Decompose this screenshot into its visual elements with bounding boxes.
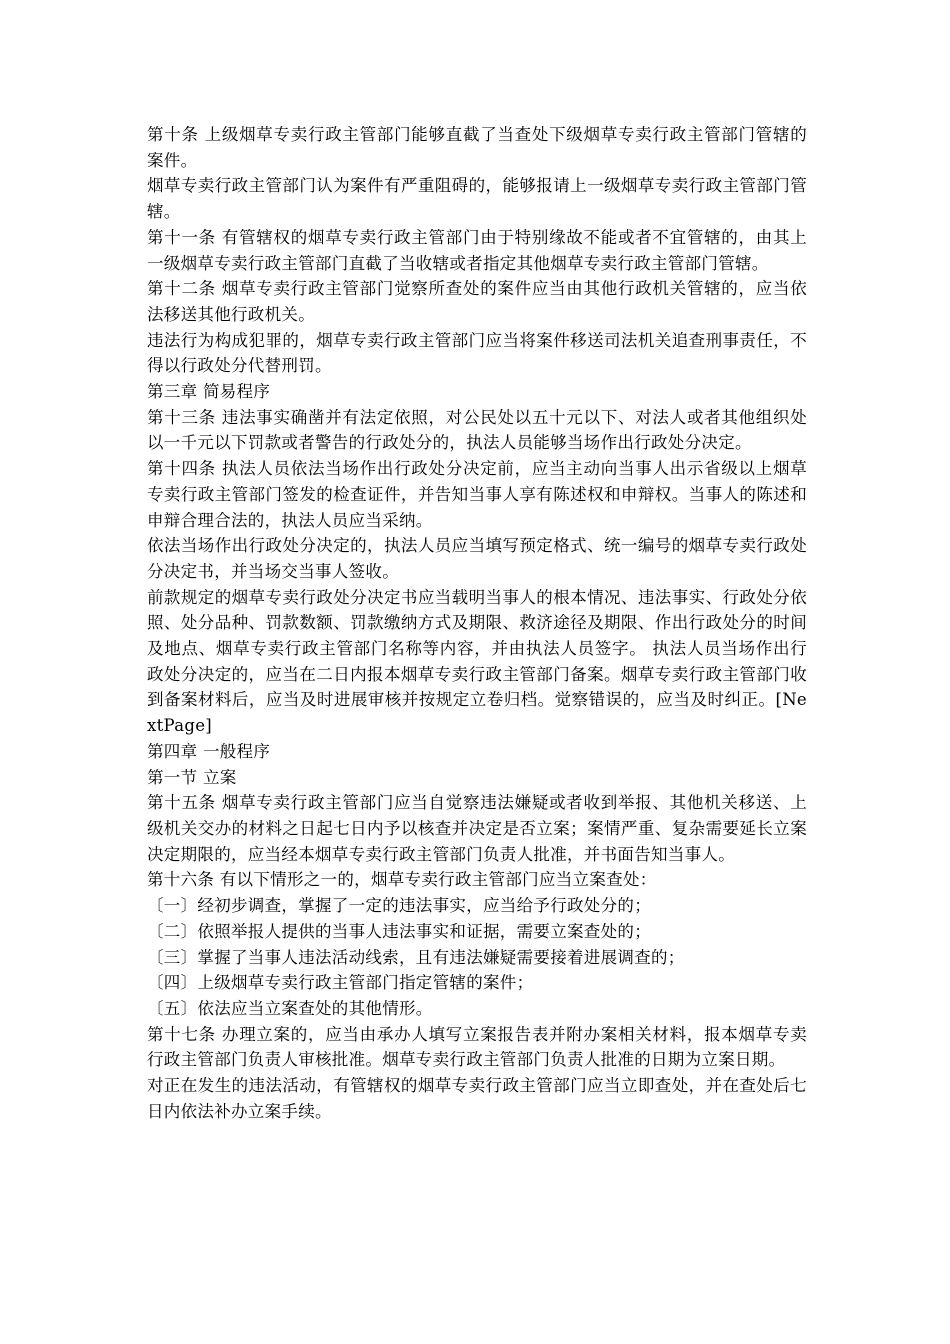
paragraph-article-15: 第十五条 烟草专卖行政主管部门应当自觉察违法嫌疑或者收到举报、其他机关移送、上级机关交办的材料之日起七日内予以核查并决定是否立案；案情严重、复杂需要延长立案决定期限的，应当经本烟草专卖行政主管部门负责人批准，并书面告知当事人。 bbox=[147, 793, 807, 864]
paragraph: 对正在发生的违法活动，有管辖权的烟草专卖行政主管部门应当立即查处，并在查处后七日内依法补办立案手续。 bbox=[147, 1076, 807, 1121]
paragraph: 违法行为构成犯罪的，烟草专卖行政主管部门应当将案件移送司法机关追查刑事责任，不得以行政处分代替刑罚。 bbox=[147, 330, 807, 376]
paragraph-article-14: 第十四条 执法人员依法当场作出行政处分决定前，应当主动向当事人出示省级以上烟草专卖行政主管部门签发的检查证件，并告知当事人享有陈述权和申辩权。当事人的陈述和申辩合理合法的，执法人员应当采纳。 bbox=[147, 459, 807, 530]
list-item: 〔一〕经初步调查，掌握了一定的违法事实，应当给予行政处分的； bbox=[147, 896, 651, 916]
list-item: 〔五〕依法应当立案查处的其他情形。 bbox=[147, 998, 433, 1018]
document-body bbox=[147, 122, 807, 1124]
paragraph-article-11: 第十一条 有管辖权的烟草专卖行政主管部门由于特别缘故不能或者不宜管辖的，由其上一级烟草专卖行政主管部门直截了当收辖或者指定其他烟草专卖行政主管部门管辖。 bbox=[147, 227, 807, 273]
paragraph-article-17: 第十七条 办理立案的，应当由承办人填写立案报告表并附办案相关材料，报本烟草专卖行政主管部门负责人审核批准。烟草专卖行政主管部门负责人批准的日期为立案日期。 bbox=[147, 1024, 807, 1070]
paragraph-article-10: 第十条 上级烟草专卖行政主管部门能够直截了当查处下级烟草专卖行政主管部门管辖的案件。 bbox=[147, 125, 807, 170]
list-item: 〔四〕上级烟草专卖行政主管部门指定管辖的案件； bbox=[147, 973, 534, 993]
list-item: 〔二〕依照举报人提供的当事人违法事实和证据，需要立案查处的； bbox=[147, 921, 651, 941]
paragraph-article-13: 第十三条 违法事实确凿并有法定依照，对公民处以五十元以下、对法人或者其他组织处以一千元以下罚款或者警告的行政处分的，执法人员能够当场作出行政处分决定。 bbox=[147, 407, 807, 453]
paragraph: 前款规定的烟草专卖行政处分决定书应当载明当事人的根本情况、违法事实、行政处分依照、处分品种、罚款数额、罚款缴纳方式及期限、救济途径及期限、作出行政处分的时间及地点、烟草专卖行政主管部门名称等内容，并由执法人员签字。 执法人员当场作出行政处分决定的，应当在二日内报本烟草专卖行政主管部门备案。烟草专卖行政主管部门收到备案材料后，应当及时进展审核并按规定立卷归档。觉察错误的，应当及时纠正。[NextPage] bbox=[147, 587, 807, 736]
list-item: 〔三〕掌握了当事人违法活动线索，且有违法嫌疑需要接着进展调查的； bbox=[147, 947, 685, 967]
chapter-heading: 第三章 简易程序 bbox=[147, 382, 271, 402]
section-heading: 第一节 立案 bbox=[147, 767, 237, 787]
paragraph: 依法当场作出行政处分决定的，执法人员应当填写预定格式、统一编号的烟草专卖行政处分决定书，并当场交当事人签收。 bbox=[147, 536, 807, 581]
chapter-heading: 第四章 一般程序 bbox=[147, 741, 271, 761]
paragraph: 烟草专卖行政主管部门认为案件有严重阻碍的，能够报请上一级烟草专卖行政主管部门管辖。 bbox=[147, 176, 807, 222]
paragraph-article-16: 第十六条 有以下情形之一的，烟草专卖行政主管部门应当立案查处： bbox=[147, 870, 657, 890]
paragraph-article-12: 第十二条 烟草专卖行政主管部门觉察所查处的案件应当由其他行政机关管辖的，应当依法移送其他行政机关。 bbox=[147, 279, 807, 324]
